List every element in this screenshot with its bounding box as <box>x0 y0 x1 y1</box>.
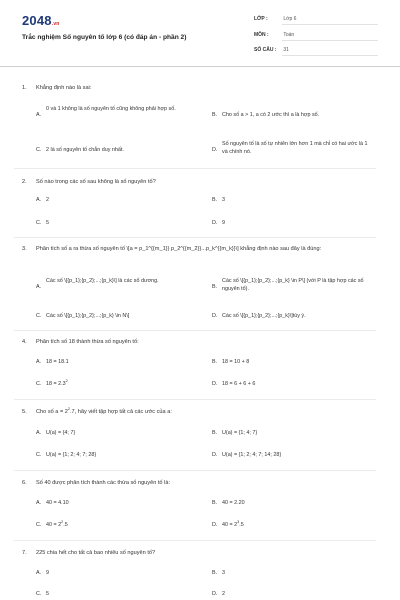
meta-divider <box>282 40 378 41</box>
option-text: 2 là số nguyên tố chẵn duy nhất. <box>46 147 124 153</box>
meta-count-key: SỐ CÂU : <box>254 47 277 53</box>
option-text: 5 <box>46 220 49 226</box>
option-label: B. <box>212 359 218 365</box>
option-text: U(a) = {1; 2; 4; 7; 28} <box>46 452 97 458</box>
question-divider <box>14 540 376 541</box>
option-text: 40 = 2.20 <box>222 500 245 506</box>
question-text: 225 chia hết cho tất cả bao nhiêu số nguyên tố? <box>36 550 156 556</box>
option-text: Các số \[{p_1};{p_2};...;{p_k}\]tùy ý. <box>222 313 306 319</box>
meta-grade <box>254 16 378 22</box>
exponent: 3 <box>237 520 240 525</box>
exponent: 2 <box>65 379 68 384</box>
option-label: D. <box>212 220 218 226</box>
option-label: B. <box>212 197 218 203</box>
option-label: B. <box>212 500 218 506</box>
option-label: C. <box>36 147 42 153</box>
option-label: B. <box>212 284 218 290</box>
option-label: D. <box>212 452 218 458</box>
meta-subject <box>254 32 378 38</box>
option-text: 3 <box>222 197 225 203</box>
option-text: Số nguyên tố là số tự nhiên lớn hơn 1 mà chỉ có hai ước là 1 và chính nó. <box>222 141 368 155</box>
option-label: D. <box>212 147 218 153</box>
question-divider <box>14 330 376 331</box>
option-label: A. <box>36 284 42 290</box>
option-label: C. <box>36 522 42 528</box>
option-text <box>46 521 196 529</box>
option-label: C. <box>36 452 42 458</box>
option-text: Cho số a > 1, a có 2 ước thì a là hợp số. <box>222 112 320 118</box>
question-text: Khẳng định nào là sai: <box>36 85 92 91</box>
option-label: A. <box>36 570 42 576</box>
question-text: Số nào trong các số sau không là số nguyên tố? <box>36 179 156 185</box>
question-number: 7. <box>22 550 27 556</box>
option-text <box>46 380 196 388</box>
option-text: 9 <box>46 570 49 576</box>
exponent: 2 <box>67 407 70 412</box>
meta-grade-key: LỚP : <box>254 16 268 22</box>
option-text-post: .5 <box>239 522 244 528</box>
option-text: 2 <box>46 197 49 203</box>
question-text: Phân tích số a ra thừa số nguyên tố \[a = p_1^{{m_1}} p_2^{{m_2}}...p_k^{{m_k}}\] khẳng định nào sau đây là đúng: <box>36 246 322 252</box>
option-text-main: 18 = 2.3 <box>46 381 66 387</box>
question-text-post: .7, hãy viết tập hợp tất cả các ước của a: <box>70 409 172 415</box>
option-label: A. <box>36 112 42 118</box>
option-text: U(a) = {1; 4; 7} <box>222 430 258 436</box>
option-text: U(a) = {1; 2; 4; 7; 14; 28} <box>222 452 282 458</box>
option-text: U(a) = {4; 7} <box>46 430 76 436</box>
question-divider <box>14 399 376 400</box>
option-text: 18 = 10 + 8 <box>222 359 250 365</box>
question-number: 2. <box>22 179 27 185</box>
meta-divider <box>282 24 378 25</box>
page-title: Trắc nghiệm Số nguyên tố lớp 6 (có đáp án - phần 2) <box>22 34 187 41</box>
question-number: 1. <box>22 85 27 91</box>
option-text: Các số \[{p_1};{p_2};...;{p_k} \in N\] <box>46 313 130 319</box>
option-text: Các số \[{p_1};{p_2};...;{p_k}\] là các số dương. <box>46 278 159 284</box>
option-label: D. <box>212 313 218 319</box>
option-text-post: .5 <box>63 522 68 528</box>
quiz-header <box>0 0 400 66</box>
question-number: 6. <box>22 480 27 486</box>
meta-subject-value: Toán <box>283 32 295 38</box>
question-divider <box>14 470 376 471</box>
option-text-main: 40 = 2 <box>222 522 238 528</box>
option-text: 9 <box>222 220 225 226</box>
option-label: A. <box>36 197 42 203</box>
site-logo[interactable] <box>22 13 60 28</box>
option-label: C. <box>36 313 42 319</box>
option-label: B. <box>212 112 218 118</box>
logo-main: 2048 <box>22 13 52 28</box>
option-label: A. <box>36 500 42 506</box>
option-text: 2 <box>222 591 225 597</box>
option-label: C. <box>36 381 42 387</box>
header-divider <box>0 66 400 67</box>
option-label: B. <box>212 570 218 576</box>
option-label: C. <box>36 591 42 597</box>
option-text: 18 = 6 + 6 + 6 <box>222 381 256 387</box>
option-text: 0 và 1 không là số nguyên tố cũng không phải hợp số. <box>46 106 176 112</box>
question-divider <box>14 168 376 169</box>
meta-divider <box>282 55 378 56</box>
option-label: C. <box>36 220 42 226</box>
question-text-pre: Cho số a = 2 <box>36 409 68 415</box>
question-text: Phân tích số 18 thành thừa số nguyên tố: <box>36 339 139 345</box>
option-label: D. <box>212 381 218 387</box>
option-text: 5 <box>46 591 49 597</box>
option-label: A. <box>36 359 42 365</box>
exponent: 2 <box>61 520 64 525</box>
question-text <box>36 408 376 416</box>
option-label: A. <box>36 430 42 436</box>
option-label: B. <box>212 430 218 436</box>
option-text: 40 = 4.10 <box>46 500 69 506</box>
option-text <box>222 521 372 529</box>
question-number: 4. <box>22 339 27 345</box>
meta-count-value: 31 <box>283 47 289 53</box>
option-label: D. <box>212 522 218 528</box>
question-divider <box>14 237 376 238</box>
option-label: D. <box>212 591 218 597</box>
option-text: 3 <box>222 570 225 576</box>
option-text-main: 40 = 2 <box>46 522 62 528</box>
logo-suffix: .vn <box>51 21 60 27</box>
meta-grade-value: Lớp 6 <box>283 16 297 22</box>
option-text: 18 = 18.1 <box>46 359 69 365</box>
question-number: 5. <box>22 409 27 415</box>
question-text: Số 40 được phân tích thành các thừa số nguyên tố là: <box>36 480 170 486</box>
question-number: 3. <box>22 246 27 252</box>
meta-subject-key: MÔN : <box>254 32 269 38</box>
meta-count <box>254 47 378 53</box>
option-text: Các số \[{p_1};{p_2};...;{p_k} \in P\] (với P là tập hợp các số nguyên tố). <box>222 278 364 292</box>
